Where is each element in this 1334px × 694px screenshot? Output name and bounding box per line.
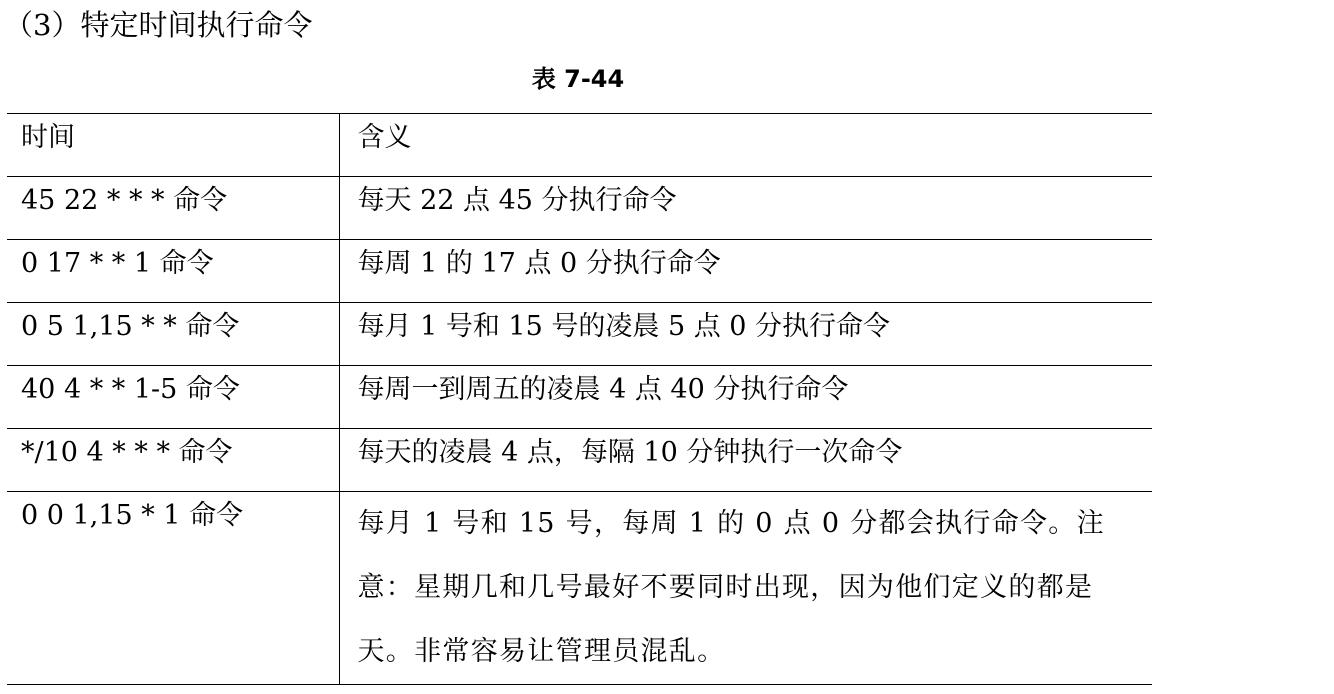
header-meaning: 含义 xyxy=(339,114,1152,177)
meaning-cell: 每天的凌晨 4 点，每隔 10 分钟执行一次命令 xyxy=(339,429,1152,492)
time-cell: 0 0 1,15 * 1 命令 xyxy=(7,492,339,685)
table-row xyxy=(7,177,1152,240)
table-header-row xyxy=(7,114,1152,177)
meaning-cell: 每周一到周五的凌晨 4 点 40 分执行命令 xyxy=(339,366,1152,429)
time-cell: 45 22 * * * 命令 xyxy=(7,177,339,240)
time-cell: 0 17 * * 1 命令 xyxy=(7,240,339,303)
time-cell: */10 4 * * * 命令 xyxy=(7,429,339,492)
table-row xyxy=(7,240,1152,303)
time-cell: 0 5 1,15 * * 命令 xyxy=(7,303,339,366)
meaning-cell: 每天 22 点 45 分执行命令 xyxy=(339,177,1152,240)
table-row xyxy=(7,429,1152,492)
section-heading: （3）特定时间执行命令 xyxy=(4,8,313,42)
table-row xyxy=(7,492,1152,685)
cron-schedule-table xyxy=(7,113,1152,685)
table-row xyxy=(7,303,1152,366)
meaning-cell: 每月 1 号和 15 号，每周 1 的 0 点 0 分都会执行命令。注意：星期几和几号最好不要同时出现，因为他们定义的都是天。非常容易让管理员混乱。 xyxy=(339,492,1152,685)
table-caption: 表 7-44 xyxy=(531,65,625,93)
header-time: 时间 xyxy=(7,114,339,177)
meaning-cell: 每月 1 号和 15 号的凌晨 5 点 0 分执行命令 xyxy=(339,303,1152,366)
time-cell: 40 4 * * 1-5 命令 xyxy=(7,366,339,429)
meaning-cell: 每周 1 的 17 点 0 分执行命令 xyxy=(339,240,1152,303)
table-row xyxy=(7,366,1152,429)
